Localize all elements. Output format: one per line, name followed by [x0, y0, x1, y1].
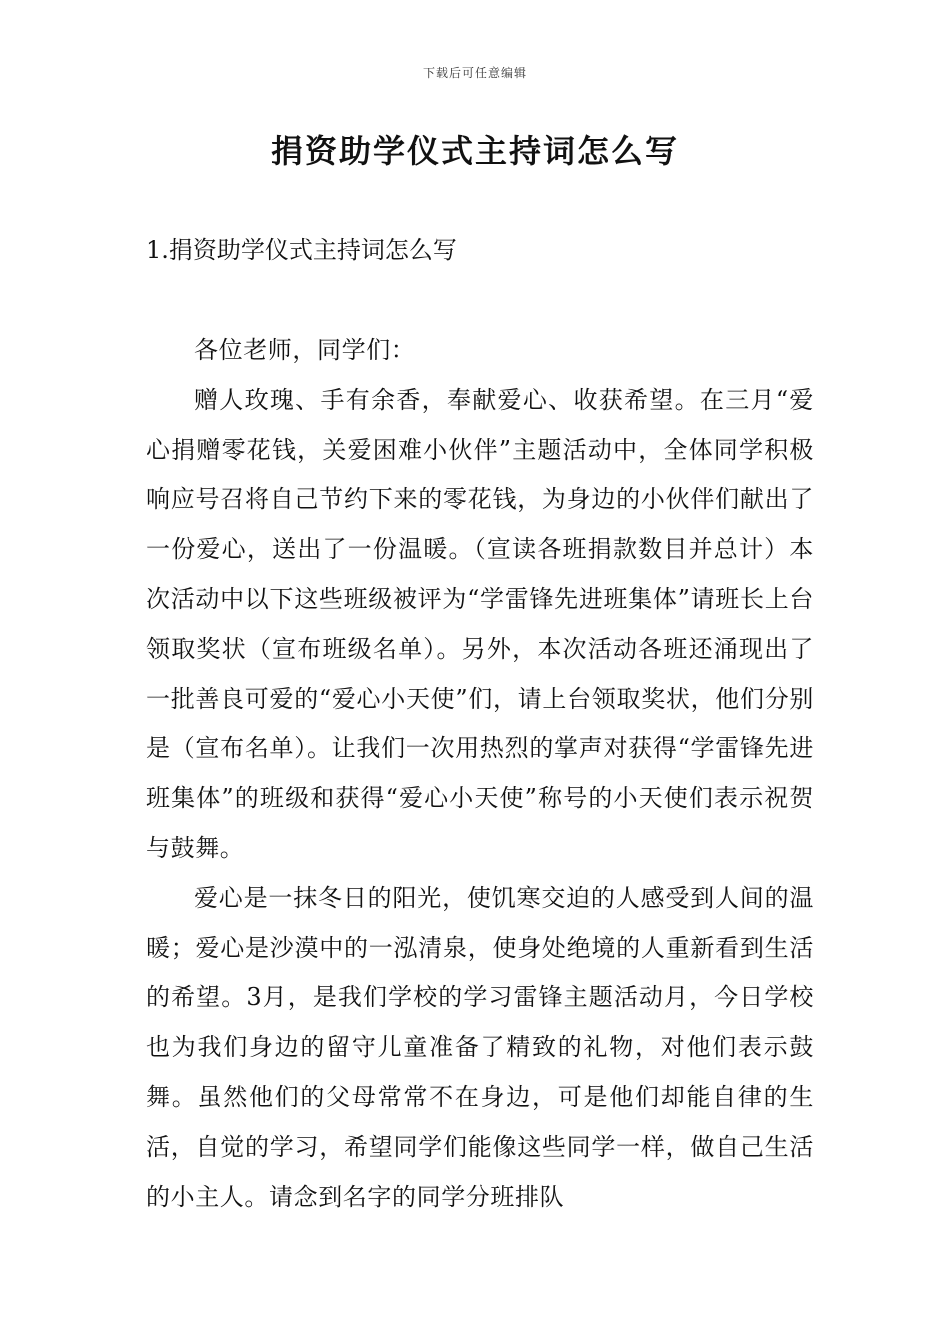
body-text	[146, 326, 814, 1222]
paragraph-donation: 赠人玫瑰、手有余香，奉献爱心、收获希望。在三月“爱心捐赠零花钱，关爱困难小伙伴”主题活动中，全体同学积极响应号召将自己节约下来的零花钱，为身边的小伙伴们献出了一份爱心，送出了一份温暖。（宣读各班捐款数目并总计）本次活动中以下这些班级被评为“学雷锋先进班集体”请班长上台领取奖状（宣布班级名单）。另外，本次活动各班还涌现出了一批善良可爱的“爱心小天使”们，请上台领取奖状，他们分别是（宣布名单）。让我们一次用热烈的掌声对获得“学雷锋先进班集体”的班级和获得“爱心小天使”称号的小天使们表示祝贺与鼓舞。	[146, 385, 814, 862]
paragraph-greeting: 各位老师，同学们：	[194, 336, 416, 364]
section-heading: 1.捐资助学仪式主持词怎么写	[146, 236, 457, 264]
paragraph-love: 爱心是一抹冬日的阳光，使饥寒交迫的人感受到人间的温暖；爱心是沙漠中的一泓清泉，使身处绝境的人重新看到生活的希望。3月，是我们学校的学习雷锋主题活动月，今日学校也为我们身边的留守儿童准备了精致的礼物，对他们表示鼓舞。虽然他们的父母常常不在身边，可是他们却能自律的生活，自觉的学习，希望同学们能像这些同学一样，做自己生活的小主人。请念到名字的同学分班排队	[146, 883, 814, 1211]
document-title: 捐资助学仪式主持词怎么写	[270, 132, 679, 170]
header-note: 下载后可任意编辑	[422, 66, 527, 80]
